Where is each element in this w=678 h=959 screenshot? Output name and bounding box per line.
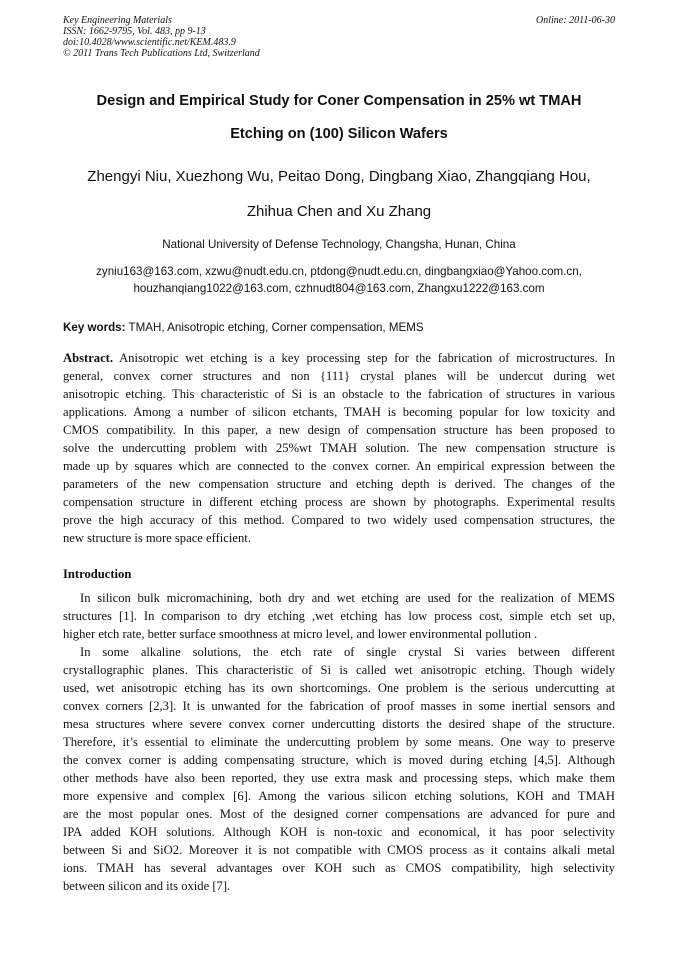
abstract-line: anisotropic etching. This characteristic of Si is an obstacle to the fabrication of structures in various: [63, 387, 615, 401]
intro-paragraph-line: used, wet anisotropic etching has its own shortcomings. One problem is the serious undercutting at: [63, 681, 615, 695]
intro-paragraph-line: the convex corner is adding compensating structure, which is moved during etching [4,5]. Although: [63, 753, 615, 767]
intro-paragraph-line: mesa structures where severe convex corner undercutting distorts the desired shape of the structure.: [63, 717, 615, 731]
intro-paragraph-line: IPA added KOH solutions. Although KOH is non-toxic and economical, it has poor selectivity: [63, 825, 615, 839]
abstract-line: CMOS compatibility. In this paper, a new design of compensation structure has been proposed to: [63, 423, 615, 437]
abstract-line: applications. Among a number of silicon etchants, TMAH is becoming popular for low toxicity and: [63, 405, 615, 419]
intro-paragraph-line: between silicon and its oxide [7].: [63, 879, 231, 893]
introduction-heading: Introduction: [63, 567, 132, 581]
intro-paragraph-line: between Si and SiO2. Moreover it is not compatible with CMOS process as it contains alkali metal: [63, 843, 615, 857]
intro-paragraph-line: higher etch rate, better surface smoothness at micro level, and lower environmental pollution .: [63, 627, 538, 641]
abstract-line: parameters of the new compensation structure and etching depth is derived. The changes of the: [63, 477, 615, 491]
intro-paragraph-line: ions. TMAH has several advantages over KOH such as CMOS compatibility, high selectivity: [63, 861, 615, 875]
keywords: [63, 320, 615, 335]
online-date: Online: 2011-06-30: [536, 15, 615, 26]
abstract-line: general, convex corner structures and non {111} crystal planes will be undercut during wet: [63, 369, 615, 383]
abstract-line: new structure is more space efficient.: [63, 531, 251, 545]
journal-header: [63, 15, 615, 59]
intro-paragraph-line: convex corners [2,3]. It is unwanted for the fabrication of proof masses in some inertial sensors and: [63, 699, 615, 713]
intro-paragraph-line: In some alkaline solutions, the etch rate of single crystal Si varies between different: [80, 645, 615, 659]
paper-title-line-1: Design and Empirical Study for Coner Compensation in 25% wt TMAH: [96, 93, 582, 109]
intro-paragraph-line: more expensive and complex [6]. Among the various silicon etching solutions, KOH and TMAH: [63, 789, 615, 803]
authors-line-1: Zhengyi Niu, Xuezhong Wu, Peitao Dong, Dingbang Xiao, Zhangqiang Hou,: [87, 168, 591, 185]
intro-paragraph-line: Therefore, it’s essential to eliminate the undercutting problem by some means. One way to preserve: [63, 735, 615, 749]
intro-paragraph-line: structures [1]. In comparison to dry etching ,wet etching has low process cost, simple etch set up,: [63, 609, 615, 623]
issn-line: ISSN: 1662-9795, Vol. 483, pp 9-13: [63, 26, 206, 37]
abstract-line: made up by squares which are connected to the convex corner. An empirical expression between the: [63, 459, 615, 473]
email-line-2: houzhanqiang1022@163.com, czhnudt804@163.com, Zhangxu1222@163.com: [133, 282, 545, 295]
journal-name: Key Engineering Materials: [63, 15, 172, 26]
abstract-line: compensation structure in different etching process are shown by photographs. Experimental results: [63, 495, 615, 509]
abstract-line: prove the high accuracy of this method. Compared to two widely used compensation structures, the: [63, 513, 615, 527]
doi-line: doi:10.4028/www.scientific.net/KEM.483.9: [63, 37, 236, 48]
paper-title-line-2: Etching on (100) Silicon Wafers: [230, 126, 448, 142]
affiliation: National University of Defense Technology, Changsha, Hunan, China: [162, 238, 516, 251]
intro-paragraph-line: are the most popular ones. Most of the designed corner compensations are advanced for pure and: [63, 807, 615, 821]
email-line-1: zyniu163@163.com, xzwu@nudt.edu.cn, ptdong@nudt.edu.cn, dingbangxiao@Yahoo.com.cn,: [96, 265, 582, 278]
intro-paragraph-line: In silicon bulk micromachining, both dry and wet etching are used for the realization of MEMS: [80, 591, 615, 605]
intro-paragraph-line: other methods have also been reported, they use extra mask and processing steps, which make them: [63, 771, 615, 785]
keywords-label: Key words:: [63, 321, 126, 334]
keywords-text: TMAH, Anisotropic etching, Corner compensation, MEMS: [128, 321, 424, 334]
abstract-label: Abstract.: [63, 351, 114, 365]
authors-line-2: Zhihua Chen and Xu Zhang: [246, 203, 432, 220]
abstract-line: solve the undercutting problem with 25%wt TMAH solution. The new compensation structure is: [63, 441, 615, 455]
abstract-line: Abstract. Anisotropic wet etching is a key processing step for the fabrication of microstructures. In: [63, 351, 615, 365]
copyright-line: © 2011 Trans Tech Publications Ltd, Switzerland: [63, 48, 260, 59]
intro-paragraph-line: crystallographic planes. This characteristic of Si is called wet anisotropic etching. Though widely: [63, 663, 615, 677]
